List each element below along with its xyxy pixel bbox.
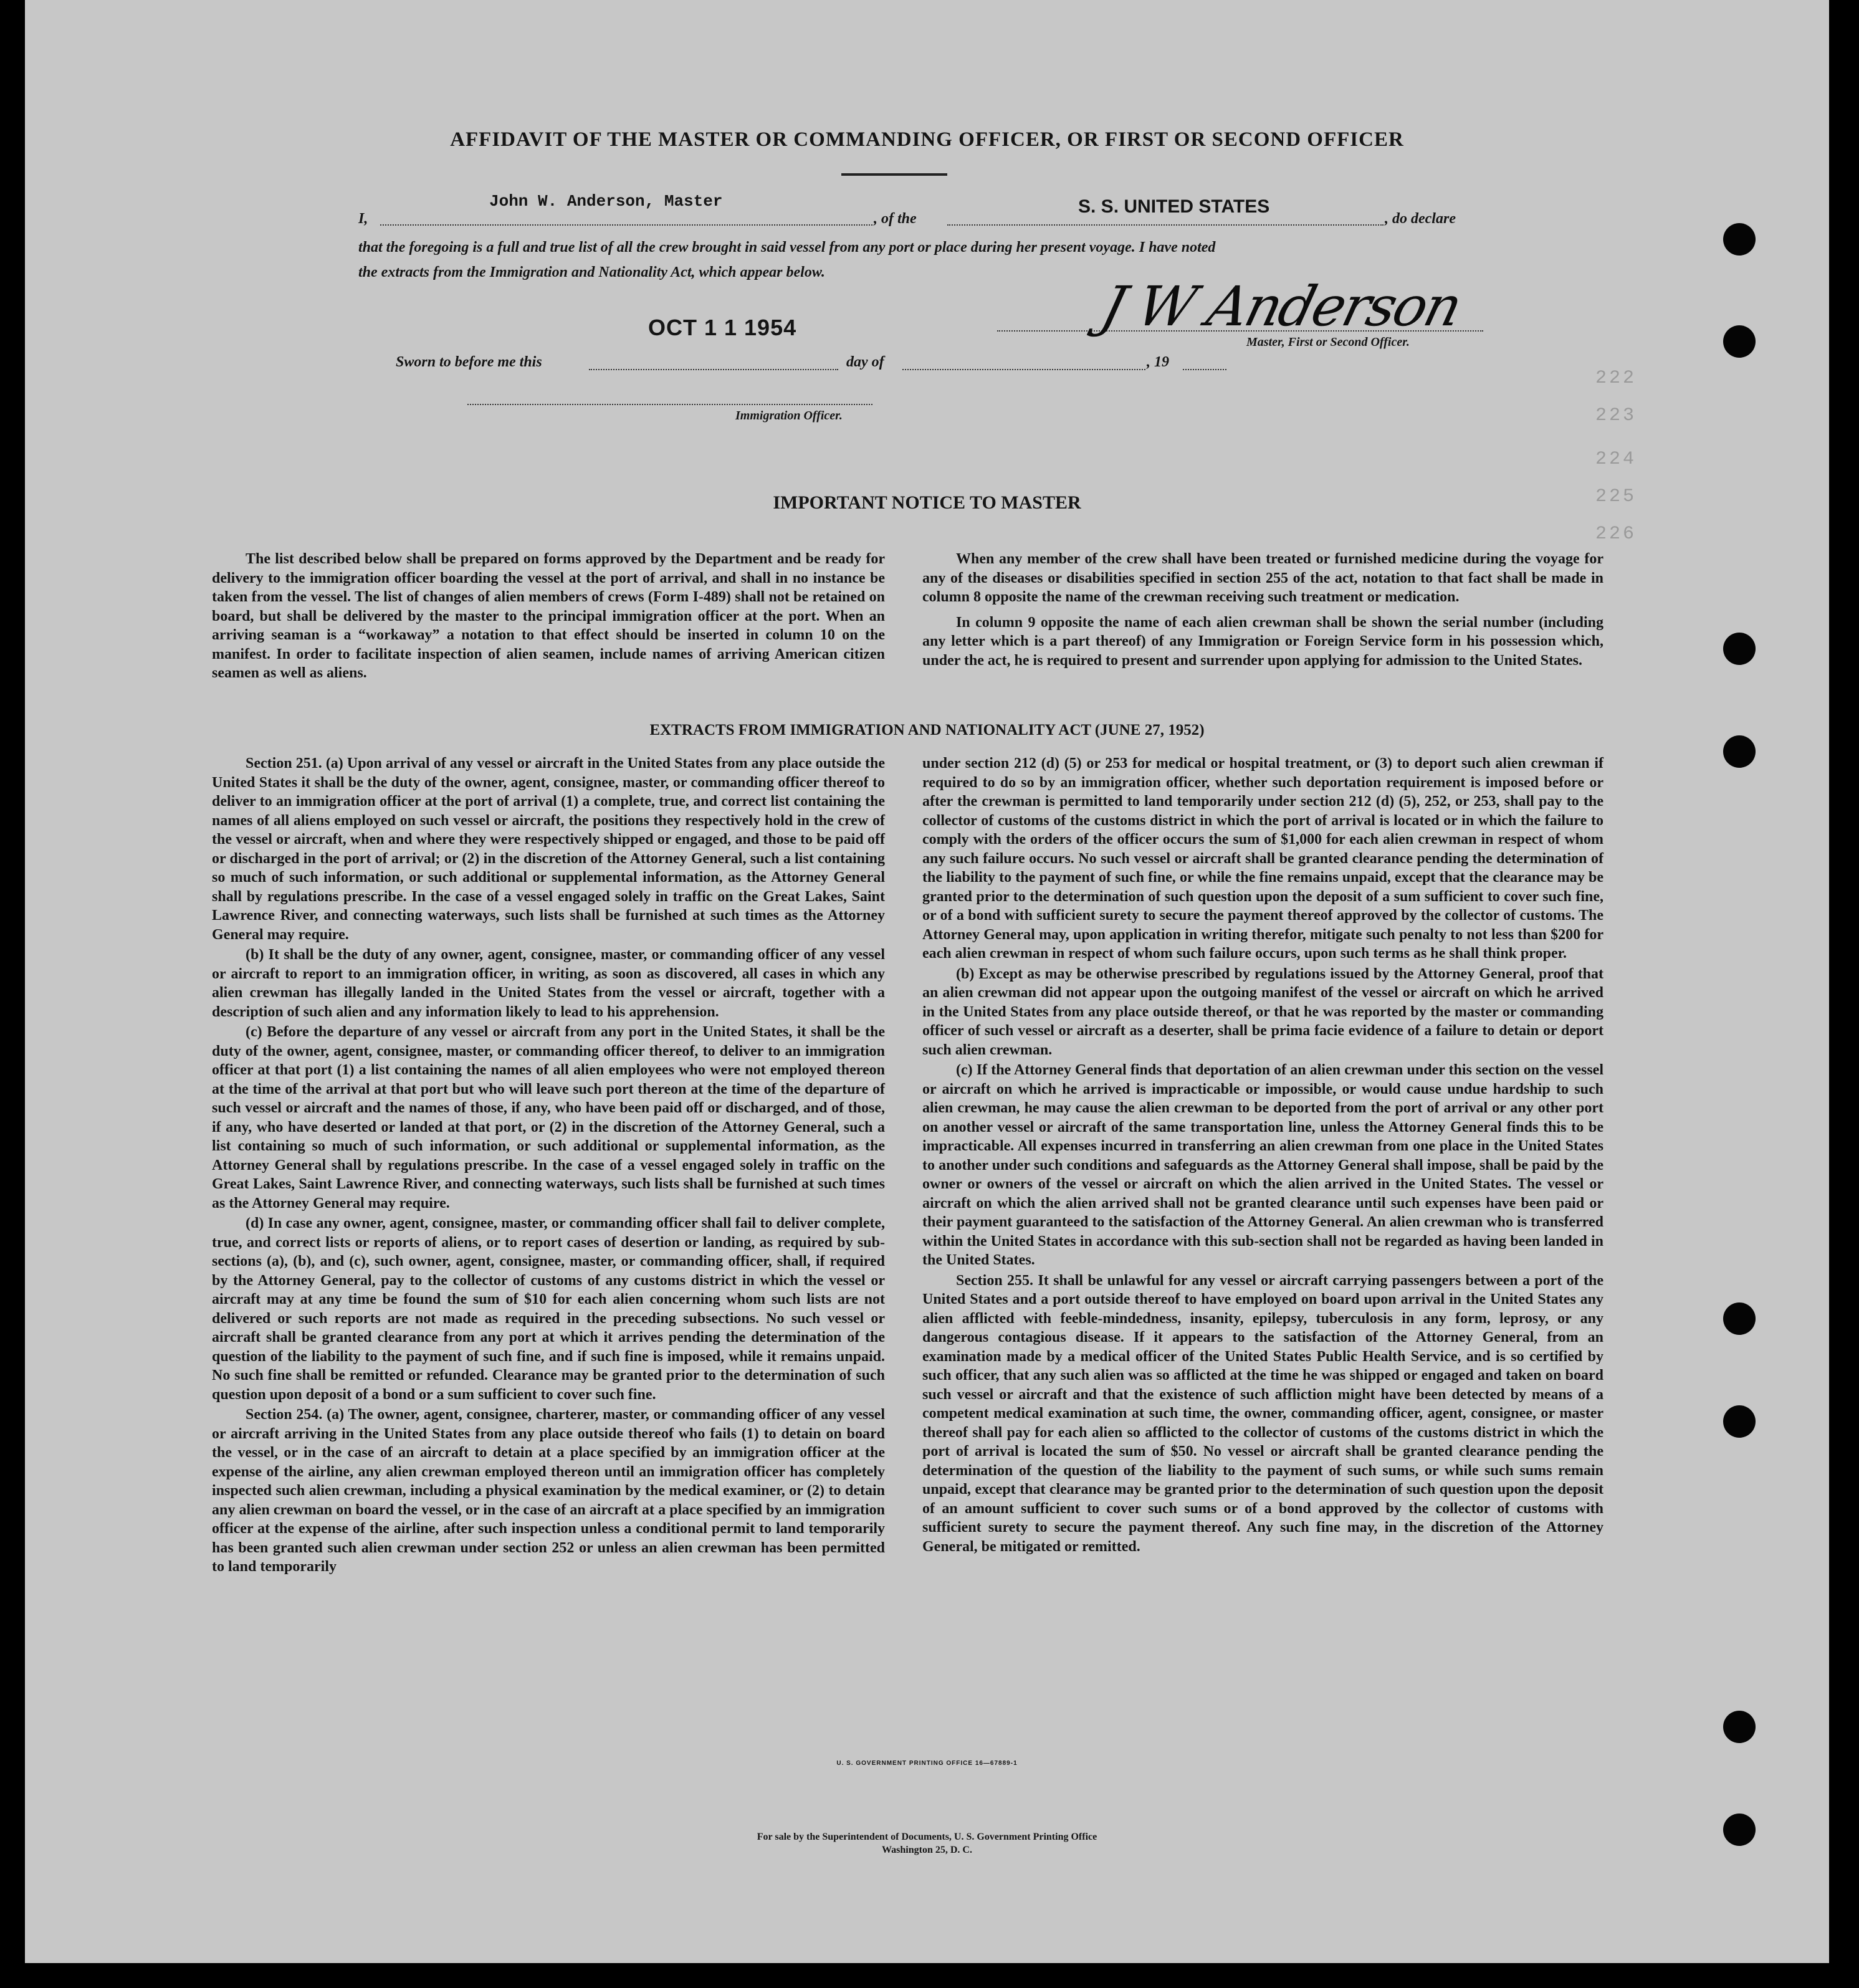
bleed-through-mark: 223 — [1595, 405, 1637, 426]
binder-hole — [1723, 735, 1756, 768]
statement-line-2: the extracts from the Immigration and Nationality Act, which appear below. — [358, 264, 825, 280]
binder-hole — [1723, 1711, 1756, 1743]
signature: J W Anderson — [1095, 274, 1468, 338]
name-line — [380, 224, 872, 226]
section-255: Section 255. It shall be unlawful for any vessel or aircraft carrying passengers between a port of the United States and a port outside thereof to have employed on board upon arrival in the United States any alien afflicted with feeble-mindedness, insanity, epilepsy, tuberculosis in any form, leprosy, or any dangerous contagious disease. If it appears to the satisfaction of the Attorney General, from an examination made by a medical officer of the United States Public Health Service, and is so certified by such officer, that any such alien was so afflicted at the time he was shipped or engaged and taken on board such vessel or aircraft and that the existence of such affliction might have been detected by means of a competent medical examination at such time, the owner, commanding officer, agent, consignee, or master thereof shall pay for each alien so afflicted to the collector of customs of the customs district in which the port of arrival is located the sum of $50. No vessel or aircraft shall be granted clearance pending the determination of the question of the liability to the payment of such sums, or while such sums remain unpaid, except that clearance may be granted prior to the determination of such question upon the deposit of an amount sufficient to cover such sums or of a bond approved by the collector of customs with sufficient surety to secure the payment thereof. Any such fine may, in the discretion of the Attorney General, be mitigated or remitted. — [922, 1272, 1603, 1555]
section-254-c: (c) If the Attorney General finds that deportation of an alien crewman under this section on the vessel or aircraft on which he arrived is impracticable or impossible, or would cause undue hardship to such alien crewman, he may cause the alien crewman to be deported from the port of arrival or any other port on another vessel or aircraft of the same transportation line, unless the Attorney General finds this to be impracticable. All expenses incurred in transferring an alien crewman from one place in the United States to another under such conditions and safeguards as the Attorney General shall impose, shall be paid by the owner or owners of the vessel or aircraft on which the alien arrived in the United States. The vessel or aircraft on which the alien arrived shall not be granted clearance until such expenses have been paid or their payment guaranteed to the satisfaction of the Attorney General. An alien crewman who is transferred within the United States in accordance with this sub-section shall not be regarded as having been landed in the United States. — [922, 1062, 1603, 1268]
section-251-b: (b) It shall be the duty of any owner, agent, consignee, master, or commanding officer of any vessel or aircraft to report to an immigration officer, in writing, as soon as discovered, all cases in which any alien crewman has illegally landed in the United States from the vessel or aircraft, together with a description of such alien and any information likely to lead to his apprehension. — [212, 947, 885, 1020]
sworn-day-line — [589, 369, 838, 370]
sworn-label: Sworn to before me this — [396, 354, 542, 370]
section-251-a: Section 251. (a) Upon arrival of any vessel or aircraft in the United States from any place outside the United States it shall be the duty of the owner, agent, consignee, master, or commanding officer thereof to deliver to an immigration officer at the port of arrival (1) a complete, true, and correct list containing the names of all aliens employed on such vessel or aircraft, the positions they respectively hold in the crew of the vessel or aircraft, when and where they were respectively shipped or engaged, and those to be paid off or discharged in the port of arrival; or (2) in the discretion of the Attorney General, such a list containing so much of such information, or such additional or supplemental information, as the Attorney General shall by regulations prescribe. In the case of a vessel engaged solely in traffic on the Great Lakes, Saint Lawrence River, and connecting waterways, such lists shall be furnished at such times as the Attorney General may require. — [212, 755, 885, 943]
extracts-left-column — [212, 754, 885, 1578]
bleed-through-mark: 226 — [1595, 523, 1637, 545]
bleed-through-mark: 225 — [1595, 486, 1637, 507]
vessel-line — [947, 224, 1383, 226]
notice-left-paragraph: The list described below shall be prepared on forms approved by the Department and be ready for delivery to the immigration officer boarding the vessel at the port of arrival, and shall in no instance be taken from the vessel. The list of changes of alien members of crews (Form I-489) shall not be retained on board, but shall be delivered by the master to the principal immigration officer at the port. When an arriving seaman is a “workaway” a notation to that effect should be inserted in column 10 on the manifest. In order to facilitate inspection of alien seamen, include names of arriving American citizen seamen as well as aliens. — [212, 551, 885, 681]
document-page — [25, 0, 1829, 1963]
section-254-a-continued: under section 212 (d) (5) or 253 for medical or hospital treatment, or (3) to deport such alien crewman if required to do so by an immigration officer, whether such deportation requirement is imposed before or after the crewman is permitted to land temporarily under section 212 (d) (5), 252, or 253, shall pay to the collector of customs of the customs district in which the port of arrival is located or in which the failure to comply with the orders of the officer occurs the sum of $1,000 for each alien crewman in respect of whom any such failure occurs. No such vessel or aircraft shall be granted clearance pending the determination of the liability to the payment of such fine, or while the fine remains unpaid, except that the clearance may be granted prior to the determination of such question upon the deposit of a sum sufficient to cover such fine, or of a bond with sufficient surety to secure the payment thereof approved by the collector of customs. The Attorney General may, upon application in writing therefor, mitigate such penalty to not less than $200 for each alien crewman in respect of whom such failure occurs, upon such terms as he shall think proper. — [922, 755, 1603, 962]
section-254-a: Section 254. (a) The owner, agent, consignee, charterer, master, or commanding officer of any vessel or aircraft arriving in the United States from any place outside thereof who fails (1) to detain on board the vessel, or in the case of an aircraft to detain at a place specified by an immigration officer at the expense of the airline, any alien crewman employed thereon until an immigration officer has completely inspected such alien crewman, including a physical examination by the medical examiner, or (2) to detain any alien crewman on board the vessel, or in the case of an aircraft at a place specified by an immigration officer at the expense of the airline, after such inspection unless a conditional permit to land temporarily has been granted such alien crewman under section 252 or unless an alien crewman has been permitted to land temporarily — [212, 1407, 885, 1575]
do-declare-label: , do declare — [1385, 211, 1456, 227]
extracts-right-column — [922, 754, 1603, 1557]
section-254-b: (b) Except as may be otherwise prescribed by regulations issued by the Attorney General, proof that an alien crewman did not appear upon the outgoing manifest of the vessel or aircraft on which he arrived in the United States from any place outside thereof, or that he was reported by the master or commanding officer of such vessel or aircraft as a deserter, shall be prima facie evidence of a failure to detain or deport such alien crewman. — [922, 965, 1603, 1058]
section-251-d: (d) In case any owner, agent, consignee, master, or commanding officer shall fail to deliver complete, true, and correct lists or reports of aliens, or to report cases of desertion or landing, as required by sub-sections (a), (b), and (c), such owner, agent, consignee, master, or commanding officer, shall, if required by the Attorney General, pay to the collector of customs of any customs district in which the vessel or aircraft may at any time be found the sum of $10 for each alien concerning whom such lists are not delivered or such reports are not made as required in the preceding subsections. No such vessel or aircraft shall be granted clearance from any port at which it arrives pending the determination of the question of the liability to the payment of such fine, and if such fine is imposed, while it remains unpaid. No such fine shall be remitted or refunded. Clearance may be granted prior to the determination of such question upon deposit of a bond or a sum sufficient to cover such fine. — [212, 1215, 885, 1403]
vessel-name-typed: S. S. UNITED STATES — [1078, 196, 1270, 217]
notice-heading: IMPORTANT NOTICE TO MASTER — [773, 492, 1081, 513]
signer-title-label: Master, First or Second Officer. — [1246, 335, 1410, 349]
notice-right-paragraph-1: When any member of the crew shall have been treated or furnished medicine during the voyage for any of the diseases or disabilities specified in section 255 of the act, notation to that fact shall be made in column 8 opposite the name of the crewman receiving such treatment or medication. — [922, 551, 1603, 605]
bleed-through-mark: 222 — [1595, 368, 1637, 389]
day-of-label: day of — [846, 354, 884, 370]
title-rule — [841, 173, 947, 176]
year-prefix-label: , 19 — [1147, 354, 1169, 370]
notice-right-column — [922, 550, 1603, 671]
year-line — [1183, 369, 1226, 370]
extracts-heading: EXTRACTS FROM IMMIGRATION AND NATIONALITY ACT (JUNE 27, 1952) — [649, 722, 1205, 738]
master-name-typed: John W. Anderson, Master — [489, 192, 723, 211]
binder-hole — [1723, 223, 1756, 256]
binder-hole — [1723, 1405, 1756, 1438]
sale-line-1: For sale by the Superintendent of Documents, U. S. Government Printing Office — [757, 1832, 1097, 1842]
of-the-label: , of the — [874, 211, 917, 227]
printer-line: U. S. GOVERNMENT PRINTING OFFICE 16—67889-1 — [836, 1760, 1018, 1767]
section-251-c: (c) Before the departure of any vessel or aircraft from any port in the United States, it shall be the duty of the owner, agent, consignee, master, or commanding officer thereof, to deliver to an immigration officer at that port (1) a list containing the names of all alien employees who were not employed thereon at the time of the arrival at that port but who will leave such port thereon at the time of the departure of such vessel or aircraft and the names of those, if any, who have been paid off or discharged, and of those, if any, who have deserted or landed at that port, or (2) in the discretion of the Attorney General, such a list containing so much of such information, or such additional or supplemental information, as the Attorney General shall by regulations prescribe. In the case of a vessel engaged solely in traffic on the Great Lakes, Saint Lawrence River, and connecting waterways, such lists shall be furnished at such times as the Attorney General may require. — [212, 1024, 885, 1211]
binder-hole — [1723, 1302, 1756, 1335]
binder-hole — [1723, 325, 1756, 358]
notice-left-column — [212, 550, 885, 684]
month-line — [902, 369, 1145, 370]
i-label: I, — [358, 211, 368, 227]
immigration-officer-label: Immigration Officer. — [735, 409, 843, 423]
binder-hole — [1723, 633, 1756, 665]
immigration-officer-line — [467, 404, 872, 405]
statement-line-1: that the foregoing is a full and true list of all the crew brought in said vessel from any port or place during her present voyage. I have noted — [358, 239, 1216, 256]
affidavit-title: AFFIDAVIT OF THE MASTER OR COMMANDING OFFICER, OR FIRST OR SECOND OFFICER — [450, 128, 1404, 151]
bleed-through-mark: 224 — [1595, 449, 1637, 470]
sale-line-2: Washington 25, D. C. — [882, 1845, 972, 1855]
notice-right-paragraph-2: In column 9 opposite the name of each alien crewman shall be shown the serial number (including any letter which is a part thereof) of any Immigration or Foreign Service form in his possession which, under the act, he is required to present and surrender upon applying for admission to the United States. — [922, 614, 1603, 669]
date-stamp: OCT 1 1 1954 — [648, 315, 797, 340]
